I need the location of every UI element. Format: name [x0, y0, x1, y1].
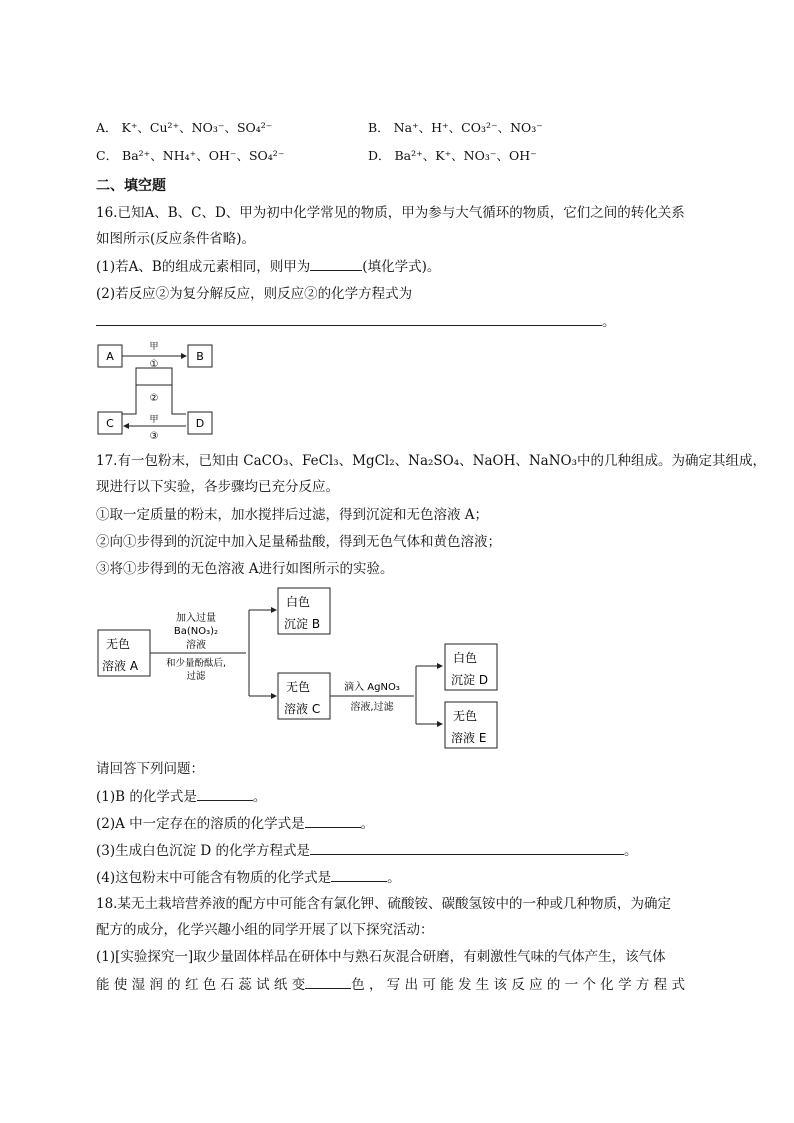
q17-a3-post: 。 [624, 843, 638, 859]
q16-bottom-label: 甲 [149, 415, 159, 425]
q16-label-b: B [196, 350, 204, 363]
q16-line1: 16.已知A、B、C、D、甲为初中化学常见的物质，甲为参与大气循环的物质，它们之间的转化关系 [96, 205, 685, 221]
q16-line2: 如图所示(反应条件省略)。 [96, 231, 256, 247]
q18-line2: 配方的成分，化学兴趣小组的同学开展了以下探究活动： [96, 922, 434, 938]
q16-top-num: ① [149, 359, 159, 370]
q17-line2: 现进行以下实验，各步骤均已充分反应。 [96, 479, 339, 495]
flow-box-b-line2: 沉淀 B [284, 617, 321, 631]
q16-sub1 [96, 256, 440, 277]
option-b: B． Na⁺、H⁺、CO₃²⁻、NO₃⁻ [368, 120, 543, 135]
flow-box-e-line1: 无色 [453, 709, 478, 723]
q16-end: 。 [602, 314, 616, 330]
q16-sub2: (2)若反应②为复分解反应，则反应②的化学方程式为 [96, 286, 413, 302]
answer-blank [310, 256, 362, 271]
option-c: C． Ba²⁺、NH₄⁺、OH⁻、SO₄²⁻ [96, 148, 285, 163]
option-d: D． Ba²⁺、K⁺、NO₃⁻、OH⁻ [368, 148, 537, 163]
q16-sub1-post: (填化学式)。 [362, 259, 441, 275]
q16-diagram [96, 340, 216, 442]
q17-step2: ②向①步得到的沉淀中加入足量稀盐酸，得到无色气体和黄色溶液； [96, 534, 501, 550]
q17-a1-post: 。 [252, 789, 267, 805]
q17-step1: ①取一定质量的粉末，加水搅拌后过滤，得到沉淀和无色溶液 A； [96, 507, 489, 523]
flow-box-e-line2: 溶液 E [451, 731, 487, 745]
flow-arrow1-text5: 过滤 [186, 671, 206, 682]
flow-box-c-line2: 溶液 C [284, 702, 321, 716]
answer-blank [305, 813, 361, 828]
q18-line1: 18.某无土栽培营养液的配方中可能含有氯化钾、硫酸铵、碳酸氢铵中的一种或几种物质，为确定 [96, 896, 671, 912]
q17-answer1 [96, 786, 266, 807]
q16-top-label: 甲 [149, 342, 159, 352]
q17-line1: 17.有一包粉末，已知由 CaCO₃、FeCl₃、MgCl₂、Na₂SO₄、NaOH、NaNO₃中的几种组成。为确定其组成， [96, 453, 767, 469]
flow-arrow1-text3: 溶液 [186, 640, 206, 651]
q17-a4-post: 。 [387, 870, 401, 886]
q16-label-a: A [106, 350, 114, 363]
flow-arrow2-text2: 溶液,过滤 [350, 702, 394, 713]
flow-box-a-line2: 溶液 A [102, 659, 139, 673]
q17-answer2 [96, 813, 374, 834]
q18-line4-post: 色 ， 写 出 可 能 发 生 该 反 应 的 一 个 化 学 方 程 式 [351, 977, 685, 993]
q18-line4 [96, 974, 685, 995]
q17-a3-pre: (3)生成白色沉淀 D 的化学方程式是 [96, 843, 311, 859]
flow-box-b-line1: 白色 [286, 595, 311, 609]
q16-label-d: D [195, 417, 205, 430]
q17-a2-post: 。 [360, 816, 375, 832]
flow-arrow1-text4: 和少量酚酞后, [165, 658, 227, 669]
q18-line4-pre: 能 使 湿 润 的 红 色 石 蕊 试 纸 变 [96, 977, 306, 993]
flow-box-d-line2: 沉淀 D [451, 673, 489, 687]
q17-step3: ③将①步得到的无色溶液 A进行如图所示的实验。 [96, 561, 394, 577]
option-a: A． K⁺、Cu²⁺、NO₃⁻、SO₄²⁻ [96, 120, 273, 135]
answer-blank [96, 311, 602, 326]
q16-sub1-pre: (1)若A、B的组成元素相同，则甲为 [96, 259, 311, 275]
q16-path-c [122, 368, 154, 414]
flow-arrow1-text2: Ba(NO₃)₂ [173, 626, 219, 637]
flow-box-a-line1: 无色 [106, 637, 131, 651]
q16-path-d [154, 368, 186, 414]
q17-prompt: 请回答下列问题： [96, 761, 204, 777]
q17-a4-pre: (4)这包粉末中可能含有物质的化学式是 [96, 870, 332, 886]
q16-answer-line [96, 311, 616, 332]
flow-box-c-line1: 无色 [286, 680, 311, 694]
flow-box-d-line1: 白色 [453, 651, 478, 665]
q17-flow-diagram [96, 586, 500, 750]
q16-label-c: C [106, 417, 114, 430]
answer-blank [305, 974, 351, 989]
section-title: 二、填空题 [96, 178, 166, 194]
q17-answer3 [96, 840, 638, 861]
flow-arrow1-text1: 加入过量 [176, 613, 216, 624]
flow-arrow2-text1: 滴入 AgNO₃ [344, 682, 400, 693]
answer-blank [197, 786, 253, 801]
answer-blank [331, 867, 387, 882]
q17-a1-pre: (1)B 的化学式是 [96, 789, 197, 805]
q17-a2-pre: (2)A 中一定存在的溶质的化学式是 [96, 816, 305, 832]
answer-blank [310, 840, 624, 855]
q16-mid-num: ② [149, 393, 159, 404]
q18-line3: (1)[实验探究一]取少量固体样品在研体中与熟石灰混合研磨，有刺激性气味的气体产生，该气体 [96, 949, 666, 965]
q16-bottom-num: ③ [149, 431, 159, 442]
q17-answer4 [96, 867, 401, 888]
